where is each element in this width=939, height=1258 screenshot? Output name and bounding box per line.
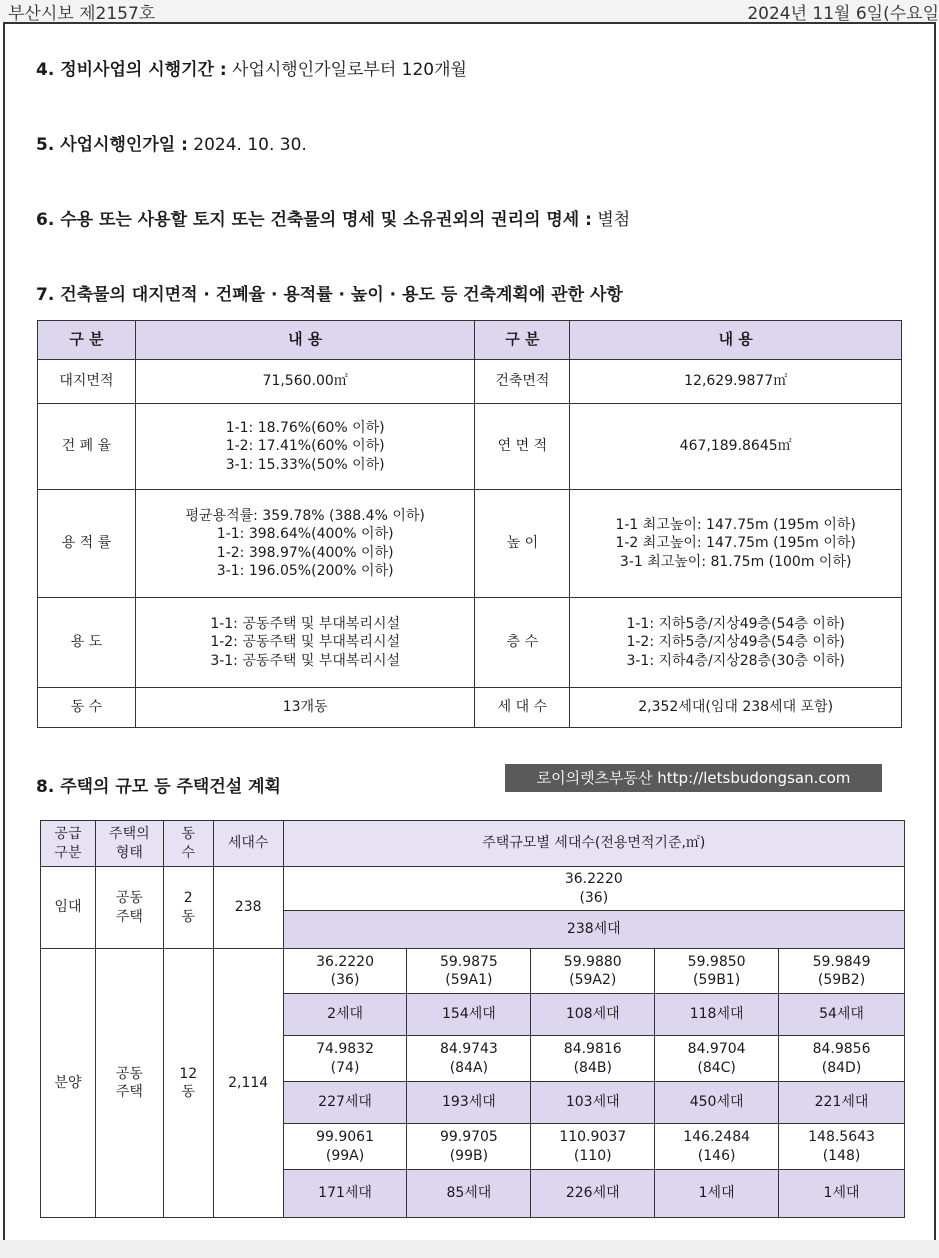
row-key: 연 면 적: [475, 404, 570, 490]
row-value: 2,352세대(임대 238세대 포함): [570, 688, 902, 728]
table-header-row: [38, 321, 902, 360]
table-header-row: [41, 821, 905, 867]
size-cell: 59.9849 (59B2): [779, 949, 905, 994]
sale-label: 분양: [41, 949, 96, 1218]
row-key: 세 대 수: [475, 688, 570, 728]
header-units: 세대수: [213, 821, 283, 867]
header-category-2: 구 분: [475, 321, 570, 360]
gazette-date: 2024년 11월 6일(수요일: [747, 4, 939, 24]
section-7-label: 7. 건축물의 대지면적 · 건폐율 · 용적률 · 높이 · 용도 등 건축계획에 관한 사항: [36, 285, 623, 305]
header-content-1: 내 용: [135, 321, 475, 360]
count-cell: 154세대: [407, 994, 531, 1036]
size-cell: 99.9705 (99B): [407, 1124, 531, 1170]
section-6-value: 별첨: [591, 210, 631, 230]
row-key: 높 이: [475, 490, 570, 598]
count-cell: 1세대: [779, 1170, 905, 1218]
row-value: 1-1: 18.76%(60% 이하) 1-2: 17.41%(60% 이하) 3-1: 15.33%(50% 이하): [135, 404, 475, 490]
header-housing-type: 주택의 형태: [95, 821, 163, 867]
count-cell: 2세대: [283, 994, 407, 1036]
sale-units: 2,114: [213, 949, 283, 1218]
size-cell: 84.9816 (84B): [531, 1036, 655, 1082]
gazette-issue: 부산시보 제2157호: [8, 4, 156, 24]
section-7: [36, 280, 623, 305]
count-cell: 85세대: [407, 1170, 531, 1218]
rental-size: 36.2220 (36): [283, 867, 904, 911]
watermark-banner: 로이의렛츠부동산 http://letsbudongsan.com: [505, 764, 882, 792]
count-cell: 171세대: [283, 1170, 407, 1218]
row-key: 층 수: [475, 598, 570, 688]
size-cell: 84.9704 (84C): [655, 1036, 779, 1082]
count-cell: 221세대: [779, 1082, 905, 1124]
header-building-count: 동 수: [163, 821, 213, 867]
building-plan-table: [37, 320, 902, 728]
section-6: [36, 205, 630, 230]
table-row: [38, 360, 902, 404]
row-value: 1-1 최고높이: 147.75m (195m 이하) 1-2 최고높이: 147.75m (195m 이하) 3-1 최고높이: 81.75m (100m 이하): [570, 490, 902, 598]
count-cell: 226세대: [531, 1170, 655, 1218]
count-cell: 118세대: [655, 994, 779, 1036]
header-supply-type: 공급 구분: [41, 821, 96, 867]
section-5-label: 5. 사업시행인가일 :: [36, 135, 188, 155]
count-cell: 108세대: [531, 994, 655, 1036]
size-cell: 36.2220 (36): [283, 949, 407, 994]
rental-dong: 2 동: [163, 867, 213, 949]
page-bottom-strip: [0, 1240, 939, 1258]
rental-type: 공동 주택: [95, 867, 163, 949]
row-key: 건축면적: [475, 360, 570, 404]
sale-type: 공동 주택: [95, 949, 163, 1218]
table-row: [38, 688, 902, 728]
row-key: 건 폐 율: [38, 404, 136, 490]
section-8-label: 8. 주택의 규모 등 주택건설 계획: [36, 777, 281, 797]
table-row: [41, 867, 905, 911]
row-value: 13개동: [135, 688, 475, 728]
size-cell: 59.9880 (59A2): [531, 949, 655, 994]
row-key: 대지면적: [38, 360, 136, 404]
section-4: [36, 55, 467, 80]
size-cell: 148.5643 (148): [779, 1124, 905, 1170]
rental-units: 238: [213, 867, 283, 949]
section-5: [36, 130, 307, 155]
row-key: 동 수: [38, 688, 136, 728]
count-cell: 227세대: [283, 1082, 407, 1124]
size-cell: 110.9037 (110): [531, 1124, 655, 1170]
section-4-label: 4. 정비사업의 시행기간 :: [36, 60, 227, 80]
size-cell: 59.9850 (59B1): [655, 949, 779, 994]
size-cell: 146.2484 (146): [655, 1124, 779, 1170]
count-cell: 450세대: [655, 1082, 779, 1124]
table-row: [38, 598, 902, 688]
row-key: 용 도: [38, 598, 136, 688]
page-header-bar: [0, 0, 939, 22]
count-cell: 193세대: [407, 1082, 531, 1124]
size-cell: 84.9743 (84A): [407, 1036, 531, 1082]
sale-dong: 12 동: [163, 949, 213, 1218]
row-value: 1-1: 공동주택 및 부대복리시설 1-2: 공동주택 및 부대복리시설 3-1: 공동주택 및 부대복리시설: [135, 598, 475, 688]
count-cell: 103세대: [531, 1082, 655, 1124]
count-cell: 1세대: [655, 1170, 779, 1218]
size-cell: 59.9875 (59A1): [407, 949, 531, 994]
rental-count: 238세대: [283, 911, 904, 949]
rental-label: 임대: [41, 867, 96, 949]
row-value: 12,629.9877㎡: [570, 360, 902, 404]
table-row: [41, 949, 905, 994]
size-cell: 84.9856 (84D): [779, 1036, 905, 1082]
row-key: 용 적 률: [38, 490, 136, 598]
header-size-breakdown: 주택규모별 세대수(전용면적기준,㎡): [283, 821, 904, 867]
row-value: 1-1: 지하5층/지상49층(54층 이하) 1-2: 지하5층/지상49층(54층 이하) 3-1: 지하4층/지상28층(30층 이하): [570, 598, 902, 688]
section-6-label: 6. 수용 또는 사용할 토지 또는 건축물의 명세 및 소유권외의 권리의 명세 :: [36, 210, 592, 230]
section-5-value: 2024. 10. 30.: [187, 135, 307, 155]
header-category-1: 구 분: [38, 321, 136, 360]
count-cell: 54세대: [779, 994, 905, 1036]
section-8: [36, 772, 281, 797]
size-cell: 74.9832 (74): [283, 1036, 407, 1082]
row-value: 467,189.8645㎡: [570, 404, 902, 490]
table-row: [38, 490, 902, 598]
housing-plan-table: [40, 820, 905, 1218]
row-value: 71,560.00㎡: [135, 360, 475, 404]
row-value: 평균용적률: 359.78% (388.4% 이하) 1-1: 398.64%(400% 이하) 1-2: 398.97%(400% 이하) 3-1: 196.05%(200% 이하): [135, 490, 475, 598]
section-4-value: 사업시행인가일로부터 120개월: [226, 60, 467, 80]
table-row: [38, 404, 902, 490]
size-cell: 99.9061 (99A): [283, 1124, 407, 1170]
header-content-2: 내 용: [570, 321, 902, 360]
